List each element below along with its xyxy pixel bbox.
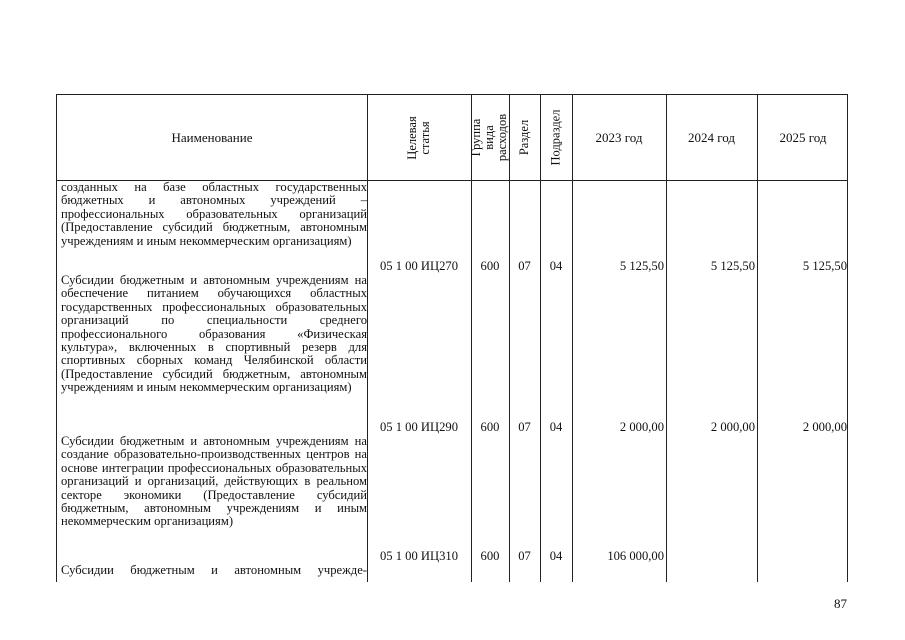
header-subsection-text: Подраздел [548, 109, 563, 166]
row-expense-group: 600 [480, 259, 500, 273]
header-subsection [540, 95, 572, 180]
row-name: Субсидии бюджетным и автономным учрежде- [61, 563, 367, 577]
row-amount-2023: 2 000,00 [619, 420, 664, 434]
row-subsection: 04 [549, 420, 563, 434]
row-target-article: 05 1 00 ИЦ290 [379, 420, 458, 434]
row-name: Субсидии бюджетным и автономным учреждениям на обеспечение питанием обучающихся областных государственных профессиональных образовательных организаций по специальности среднего профессионального образования «Физическая культура», включенных в спортивный резерв для спортивных сборных команд Челябинской области (Предоставление субсидий бюджетным, автономным учреждениям и иным некоммерческим организациям) [61, 273, 367, 395]
page-number: 87 [834, 596, 847, 611]
row-amount-2023: 5 125,50 [619, 259, 664, 273]
row-subsection: 04 [549, 259, 563, 273]
row-expense-group: 600 [480, 549, 500, 563]
row-expense-group: 600 [480, 420, 500, 434]
header-target-article-text: Целевая статья [405, 115, 432, 160]
row-target-article: 05 1 00 ИЦ310 [379, 549, 458, 563]
row-section: 07 [518, 259, 531, 273]
row-amount-2024: 2 000,00 [710, 420, 755, 434]
header-expense-group-text: Группа вида расходов [469, 113, 510, 162]
row-name: созданных на базе областных государственных бюджетных и автономных учреждений – профессиональных образовательных организаций (Предоставление субсидий бюджетным, автономным учреждениям и иным некоммерческим организациям) [61, 180, 367, 248]
row-amount-2023: 106 000,00 [607, 549, 664, 563]
row-subsection: 04 [549, 549, 563, 563]
row-target-article: 05 1 00 ИЦ270 [379, 259, 458, 273]
budget-table [56, 94, 848, 582]
header-year-2025: 2025 год [779, 129, 827, 145]
row-section: 07 [518, 549, 531, 563]
row-amount-2025: 5 125,50 [802, 259, 847, 273]
header-target-article [367, 95, 471, 180]
row-name: Субсидии бюджетным и автономным учреждениям на создание образовательно-производственных центров на основе интеграции профессиональных образовательных организаций и организаций, действующих в реальном секторе экономики (Предоставление субсидий бюджетным, автономным учреждениям и иным некоммерческим организациям) [61, 434, 367, 529]
row-amount-2024: 5 125,50 [710, 259, 755, 273]
header-section [509, 95, 540, 180]
row-amount-2025: 2 000,00 [802, 420, 847, 434]
header-year-2024: 2024 год [688, 129, 735, 145]
header-expense-group [471, 95, 509, 180]
row-section: 07 [518, 420, 531, 434]
header-year-2023: 2023 год [595, 129, 643, 145]
header-section-text: Раздел [517, 119, 532, 156]
header-name: Наименование [171, 129, 253, 145]
